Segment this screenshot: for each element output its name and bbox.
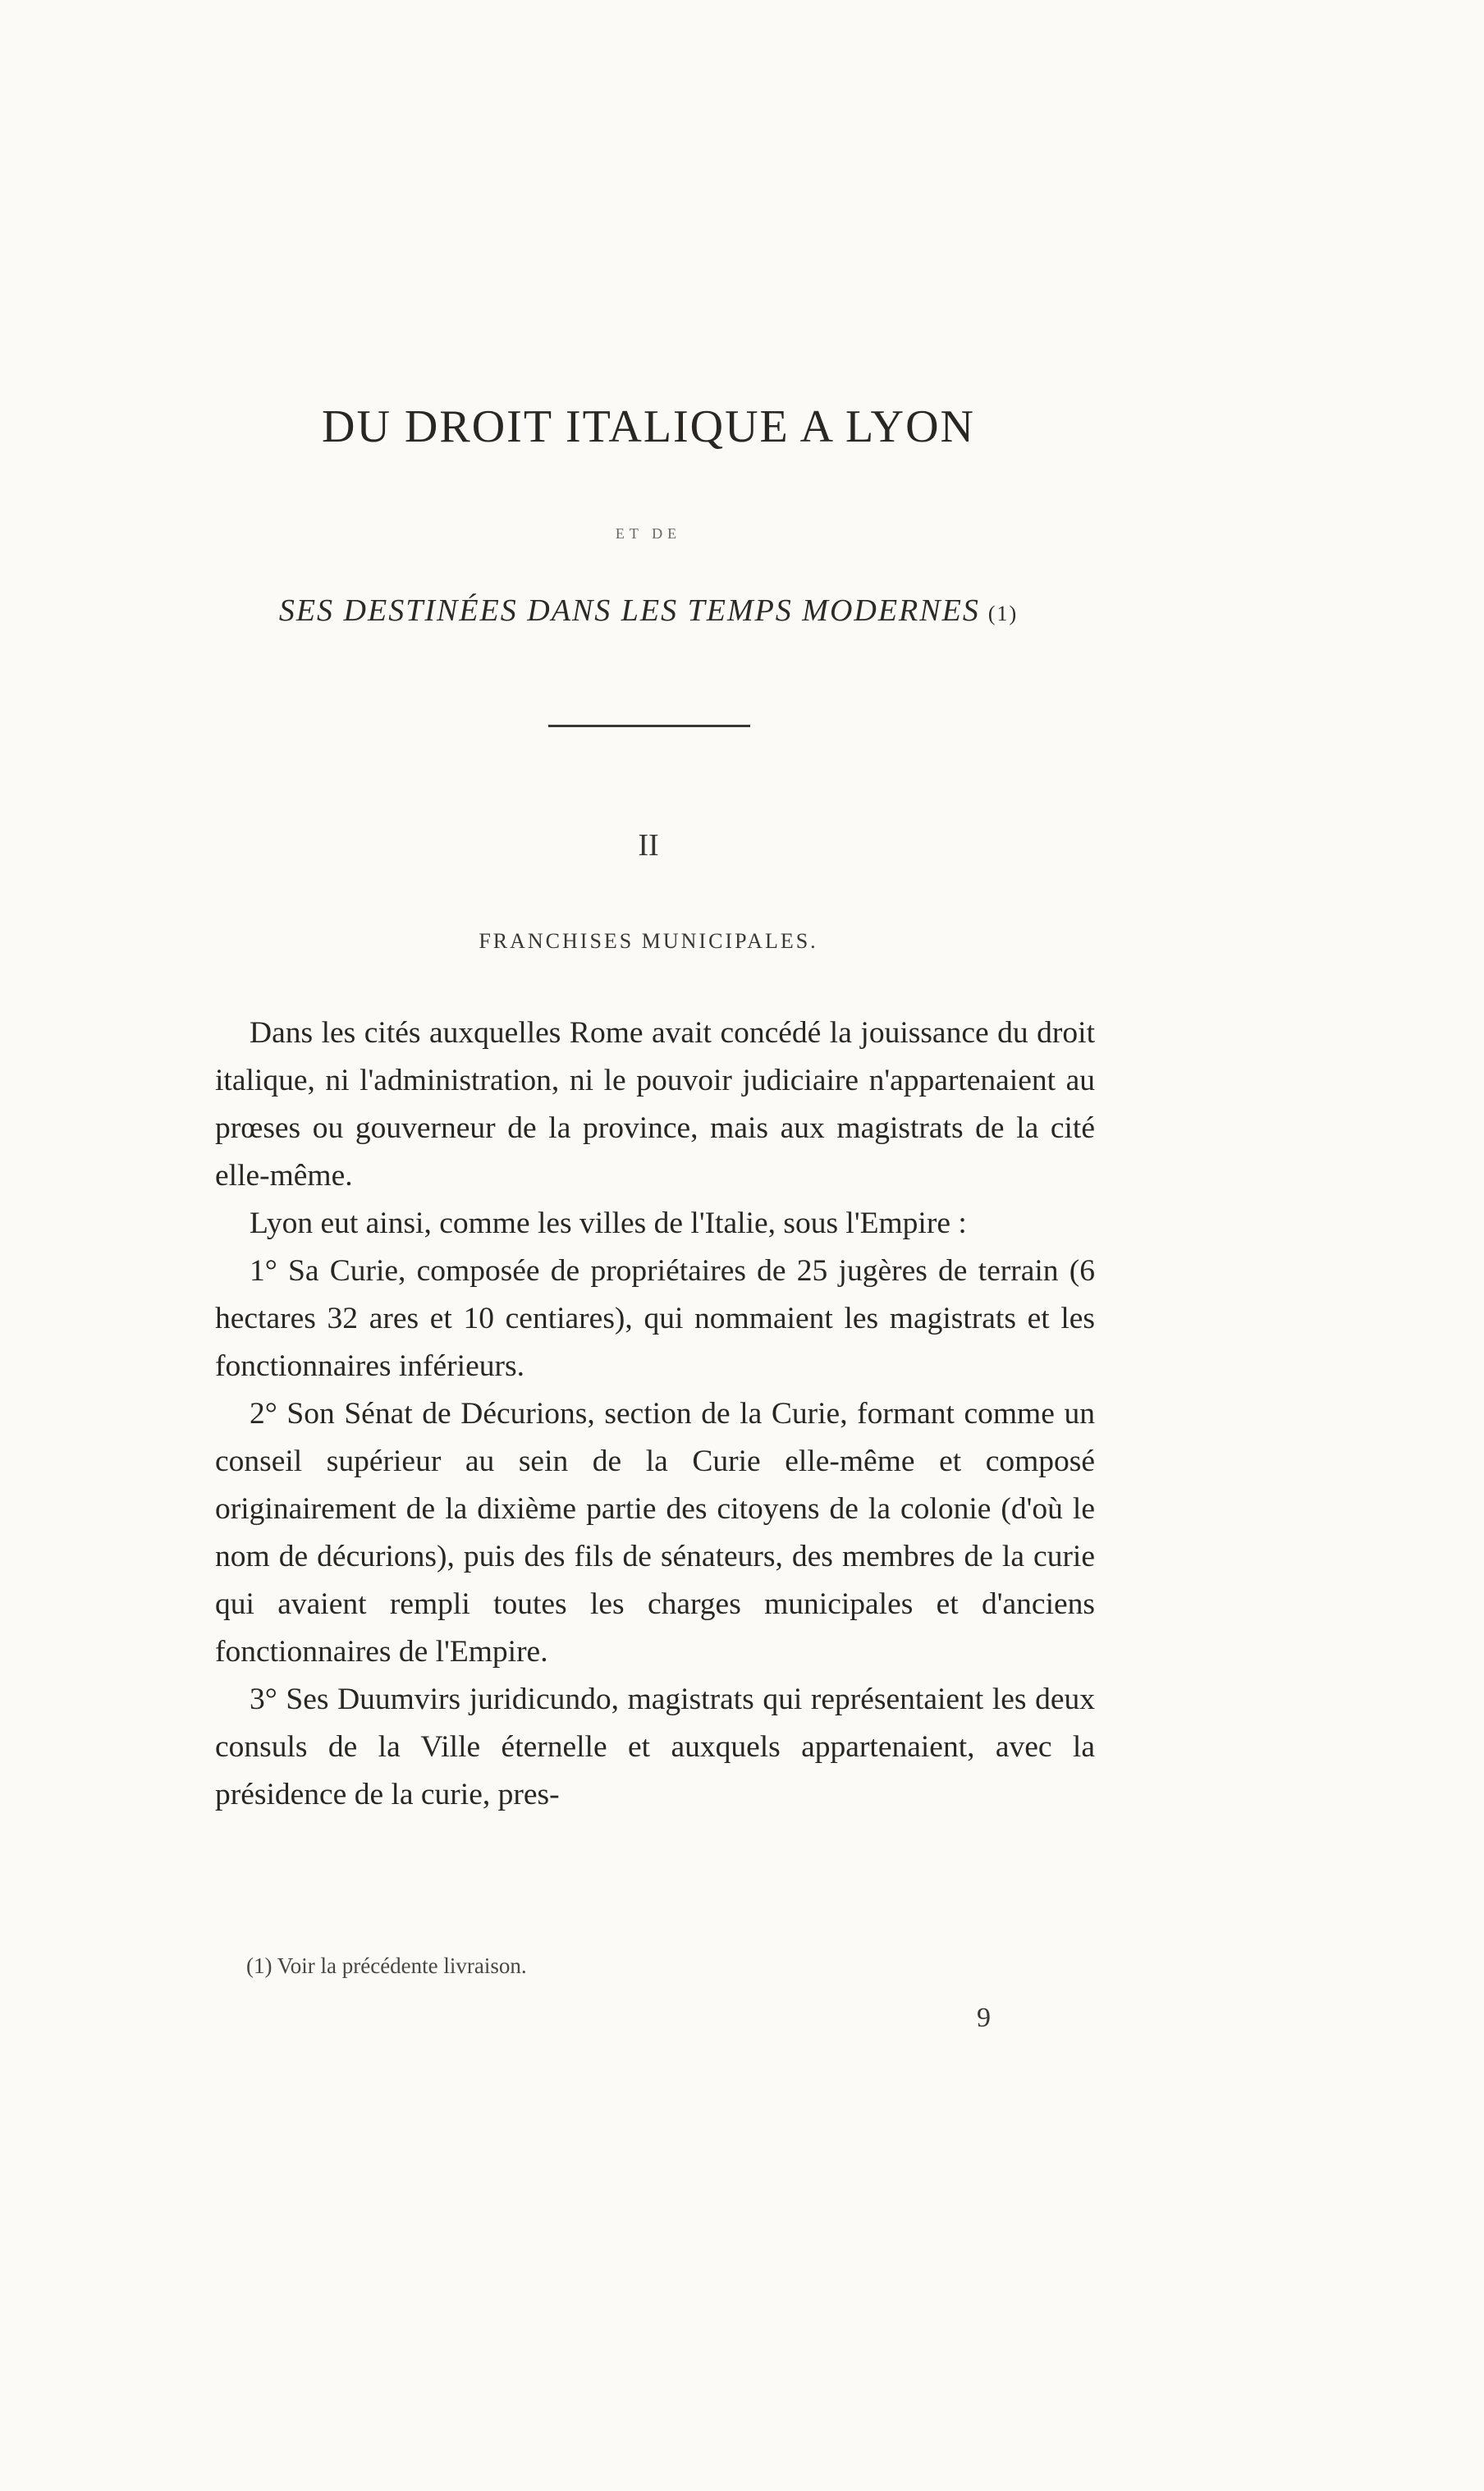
title-conjunction: ET DE (615, 525, 682, 542)
paragraph: 1° Sa Curie, composée de propriétaires de 25 jugères de terrain (6 hectares 32 ares et 10 centiares), qui nommaient les magistrats et les fonctionnaires inférieurs. (215, 1254, 1095, 1383)
document-subtitle (0, 593, 1297, 629)
footnote: (1) Voir la précédente livraison. (246, 1953, 527, 1978)
document-title: DU DROIT ITALIQUE A LYON (322, 401, 975, 452)
section-number: II (638, 828, 659, 863)
section-title: FRANCHISES MUNICIPALES. (479, 929, 818, 953)
paragraph: 3° Ses Duumvirs juridicundo, magistrats qui représentaient les deux consuls de la Ville éternelle et auxquels appartenaient, avec la présidence de la curie, pres- (215, 1683, 1095, 1811)
section-divider (548, 725, 750, 727)
subtitle-text: SES DESTINÉES DANS LES TEMPS MODERNES (278, 593, 980, 628)
paragraph: Dans les cités auxquelles Rome avait concédé la jouissance du droit italique, ni l'administration, ni le pouvoir judiciaire n'appartenaient au prœses ou gouverneur de la province, mais aux magistrats de la cité elle-même. (215, 1016, 1095, 1193)
body-text (215, 1010, 1095, 1819)
paragraph: 2° Son Sénat de Décurions, section de la Curie, formant comme un conseil supérieur au sein de la Curie elle-même et composé originairement de la dixième partie des citoyens de la colonie (d'où le nom de décurions), puis des fils de sénateurs, des membres de la curie qui avaient rempli toutes les charges municipales et d'anciens fonctionnaires de l'Empire. (215, 1397, 1095, 1669)
page-number: 9 (977, 2003, 991, 2033)
paragraph: Lyon eut ainsi, comme les villes de l'Italie, sous l'Empire : (250, 1207, 967, 1240)
subtitle-footnote-ref: (1) (987, 602, 1019, 625)
